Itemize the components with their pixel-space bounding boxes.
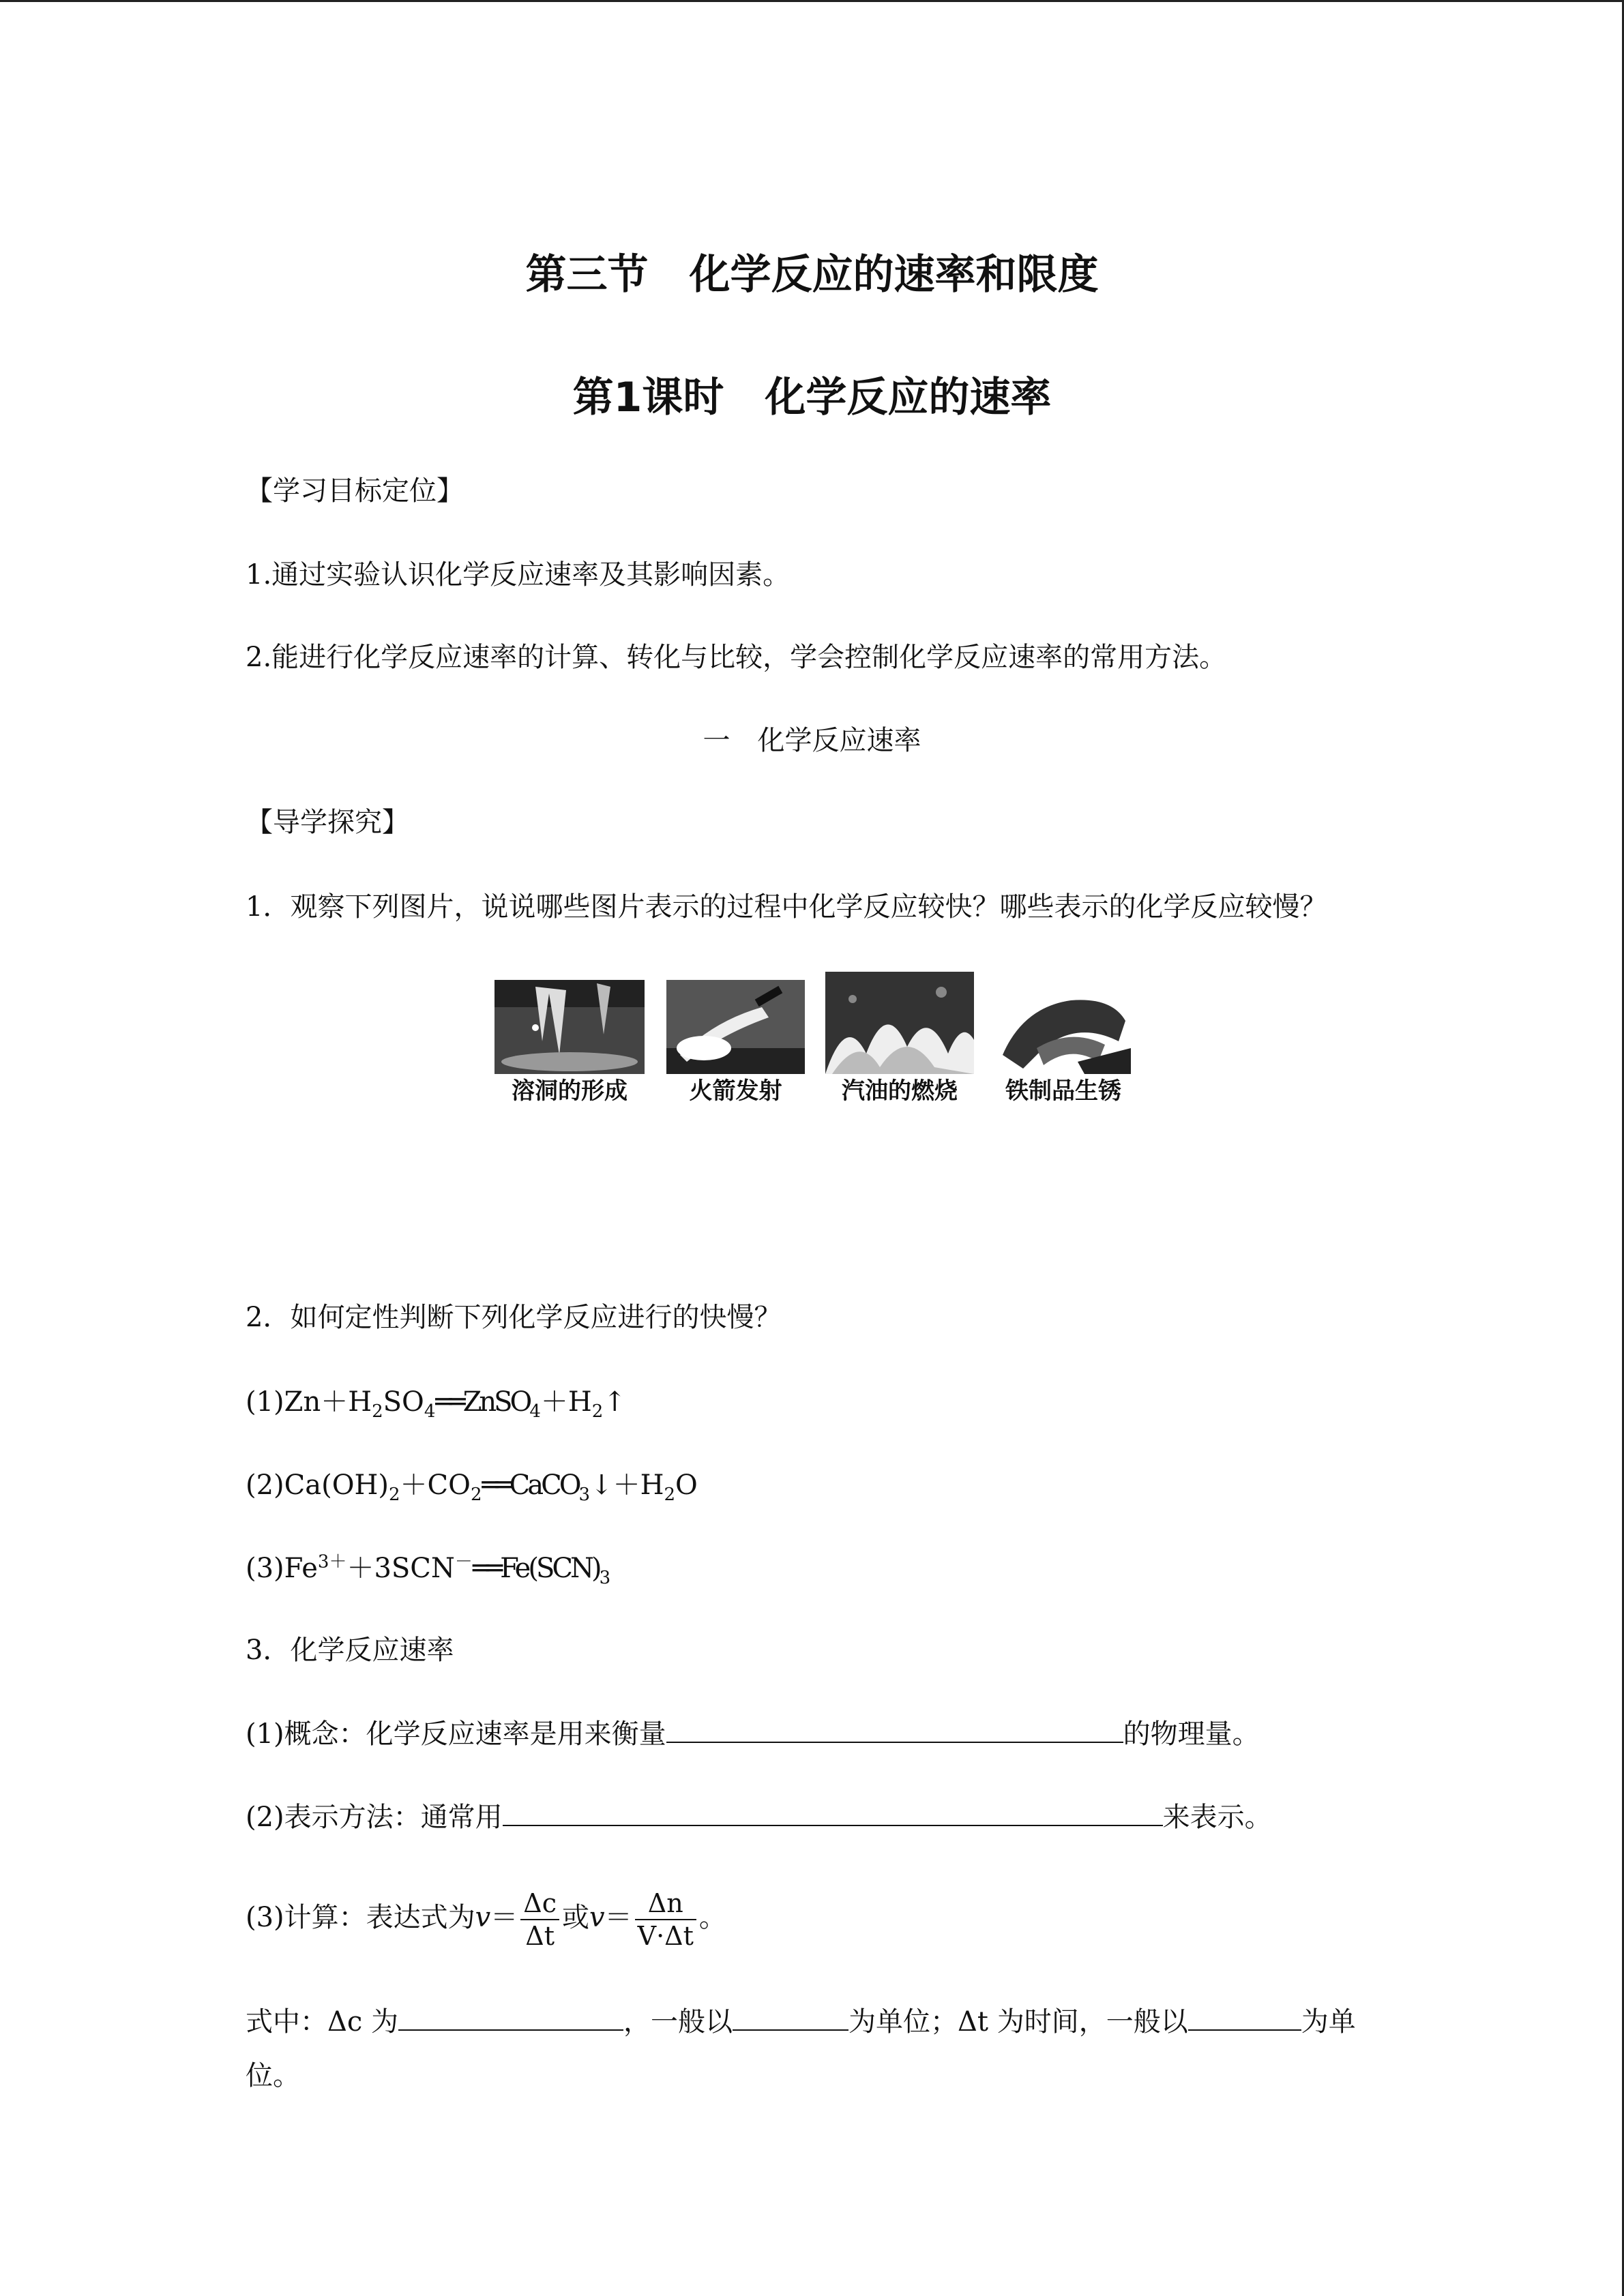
question-2: 2．如何定性判断下列化学反应进行的快慢？ xyxy=(246,1302,782,1333)
cave-photo xyxy=(494,980,645,1074)
page-title: 第三节 化学反应的速率和限度 xyxy=(525,251,1099,299)
picture-caption: 汽油的燃烧 xyxy=(842,1077,958,1105)
dc-unit-blank[interactable] xyxy=(733,2002,848,2031)
concept-line: (1)概念：化学反应速率是用来衡量 的物理量。 xyxy=(246,1714,1260,1753)
equation-2: $(2)Ca(OH)_2+CO_2══CaCO_3↓+H_2O$ xyxy=(246,1470,698,1505)
picture-caption: 溶洞的形成 xyxy=(512,1077,628,1105)
guide-header: 【导学探究】 xyxy=(246,807,409,838)
section-heading: 一 化学反应速率 xyxy=(703,725,921,756)
concept-answer-blank[interactable] xyxy=(666,1714,1123,1743)
dt-unit-blank[interactable] xyxy=(1188,2002,1301,2031)
calc-formula: (3)计算：表达式为v＝ $\frac{\Delta c}{\Delta t}$ 或v＝ $\frac{\Delta n}{V\cdot\Delta t}$ 。 xyxy=(246,1888,726,1951)
fraction-dn-vdt: $\frac{\Delta n}{V\cdot\Delta t}$ xyxy=(635,1888,696,1952)
lesson-subtitle: 第1课时 化学反应的速率 xyxy=(572,374,1052,421)
page-top-border xyxy=(0,0,1624,2)
equation-1: $(1)Zn+H_2SO_4══ZnSO_4+H_2↑$ xyxy=(246,1386,626,1422)
objective-item: 2.能进行化学反应速率的计算、转化与比较，学会控制化学反应速率的常用方法。 xyxy=(246,642,1227,673)
objective-item: 1.通过实验认识化学反应速率及其影响因素。 xyxy=(246,559,791,591)
rocket-photo xyxy=(666,980,805,1074)
method-line: (2)表示方法：通常用 来表示。 xyxy=(246,1798,1272,1836)
question-1: 1．观察下列图片，说说哪些图片表示的过程中化学反应较快？哪些表示的化学反应较慢？ xyxy=(246,891,1327,923)
method-answer-blank[interactable] xyxy=(503,1798,1163,1826)
rust-photo xyxy=(996,980,1131,1074)
fraction-dc-dt: $\frac{\Delta c}{\Delta t}$ xyxy=(520,1888,559,1952)
where-line: 式中：Δc 为 ，一般以 为单位；Δt 为时间，一般以 为单 xyxy=(246,2002,1356,2041)
equation-3: $(3)Fe^{3+}+3SCN^-══Fe(SCN)_3$ xyxy=(246,1551,611,1588)
dc-answer-blank[interactable] xyxy=(398,2002,623,2031)
fire-photo xyxy=(825,972,974,1074)
picture-caption: 铁制品生锈 xyxy=(1005,1077,1121,1105)
question-3: 3．化学反应速率 xyxy=(246,1635,454,1666)
picture-caption: 火箭发射 xyxy=(689,1077,782,1105)
objectives-header: 【学习目标定位】 xyxy=(246,475,464,507)
where-line-continued: 位。 xyxy=(246,2060,300,2091)
